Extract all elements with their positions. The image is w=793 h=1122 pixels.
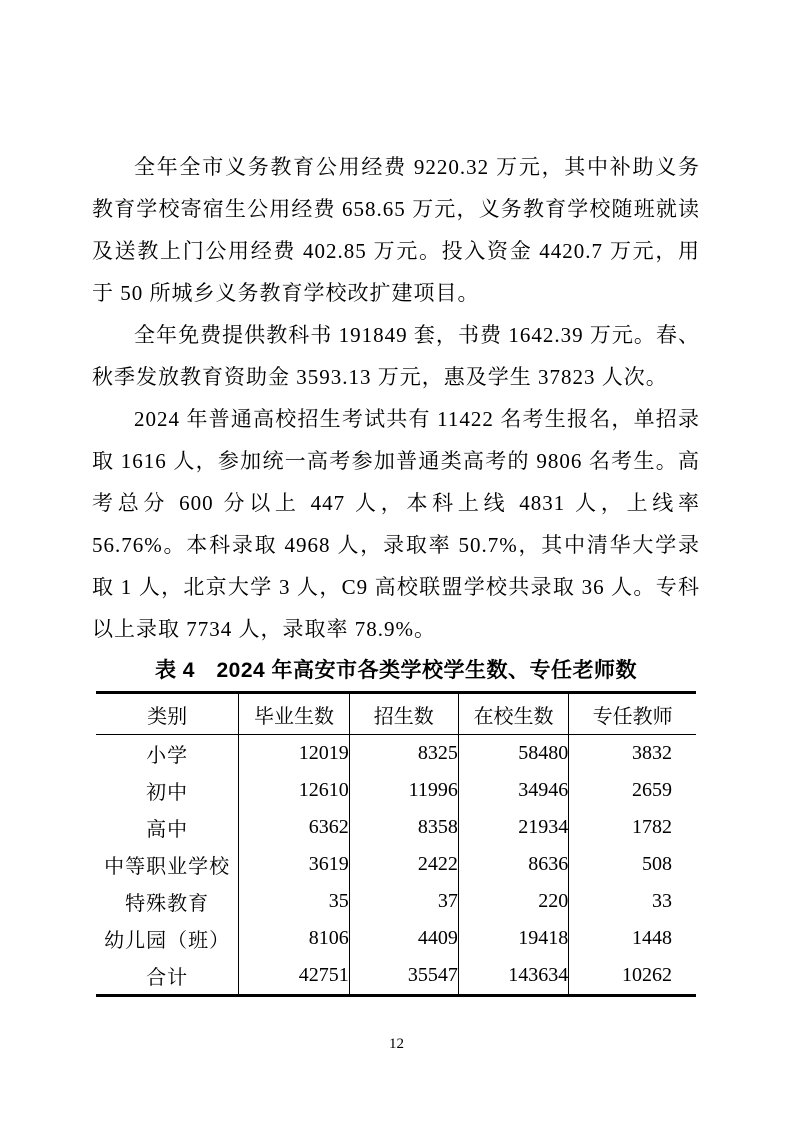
school-statistics-table <box>96 691 696 997</box>
paragraph-compulsory-education-funding: 全年全市义务教育公用经费 9220.32 万元，其中补助义务教育学校寄宿生公用经费 658.65 万元，义务教育学校随班就读及送教上门公用经费 402.85 万元。投入资金 4420.7 万元，用于 50 所城乡义务教育学校改扩建项目。 <box>92 155 700 305</box>
cell-enrollment: 11996 <box>349 772 458 809</box>
cell-enrollment: 8358 <box>349 809 458 846</box>
table-row-senior-high <box>96 809 696 846</box>
cell-students: 58480 <box>458 735 568 773</box>
cell-students: 8636 <box>458 846 568 883</box>
column-header-teachers: 专任教师 <box>569 693 696 735</box>
cell-enrollment: 37 <box>349 883 458 920</box>
cell-graduates: 12019 <box>239 735 349 773</box>
table-row-junior-high <box>96 772 696 809</box>
cell-teachers: 3832 <box>569 735 696 773</box>
cell-enrollment: 2422 <box>349 846 458 883</box>
table-row-special-education <box>96 883 696 920</box>
cell-teachers: 33 <box>569 883 696 920</box>
page-body <box>92 146 700 997</box>
cell-category: 合计 <box>146 967 189 989</box>
table-row-kindergarten <box>96 920 696 957</box>
cell-category: 中等职业学校 <box>104 856 231 878</box>
cell-students: 34946 <box>458 772 568 809</box>
cell-teachers: 10262 <box>569 957 696 996</box>
page-number: 12 <box>389 1036 404 1052</box>
cell-enrollment: 35547 <box>349 957 458 996</box>
cell-graduates: 35 <box>239 883 349 920</box>
cell-graduates: 3619 <box>239 846 349 883</box>
cell-category: 特殊教育 <box>125 893 210 915</box>
cell-category: 幼儿园（班） <box>104 930 231 952</box>
paragraph-free-textbooks: 全年免费提供教科书 191849 套，书费 1642.39 万元。春、秋季发放教育资助金 3593.13 万元，惠及学生 37823 人次。 <box>92 323 700 389</box>
table-caption: 表 4 2024 年高安市各类学校学生数、专任老师数 <box>154 659 638 682</box>
cell-graduates: 42751 <box>239 957 349 996</box>
cell-graduates: 6362 <box>239 809 349 846</box>
table-row-total <box>96 957 696 996</box>
cell-category: 高中 <box>146 819 189 841</box>
column-header-enrollment: 招生数 <box>349 693 458 735</box>
cell-enrollment: 8325 <box>349 735 458 773</box>
cell-teachers: 1782 <box>569 809 696 846</box>
table-row-primary-school <box>96 735 696 773</box>
cell-teachers: 2659 <box>569 772 696 809</box>
cell-graduates: 8106 <box>239 920 349 957</box>
table-header-row <box>96 693 696 735</box>
cell-students: 220 <box>458 883 568 920</box>
cell-category: 初中 <box>146 782 189 804</box>
paragraph-college-entrance-exam: 2024 年普通高校招生考试共有 11422 名考生报名，单招录取 1616 人，参加统一高考参加普通类高考的 9806 名考生。高考总分 600 分以上 447 人，本科上线 4831 人，上线率 56.76%。本科录取 4968 人，录取率 50.7%，其中清华大学录取 1 人，北京大学 3 人，C9 高校联盟学校共录取 36 人。专科以上录取 7734 人，录取率 78.9%。 <box>92 407 700 641</box>
cell-students: 19418 <box>458 920 568 957</box>
table-row-vocational-school <box>96 846 696 883</box>
cell-teachers: 1448 <box>569 920 696 957</box>
cell-students: 143634 <box>458 957 568 996</box>
column-header-students: 在校生数 <box>458 693 568 735</box>
cell-enrollment: 4409 <box>349 920 458 957</box>
cell-category: 小学 <box>146 745 189 767</box>
column-header-graduates: 毕业生数 <box>239 693 349 735</box>
column-header-category: 类别 <box>96 693 239 735</box>
cell-students: 21934 <box>458 809 568 846</box>
cell-graduates: 12610 <box>239 772 349 809</box>
cell-teachers: 508 <box>569 846 696 883</box>
